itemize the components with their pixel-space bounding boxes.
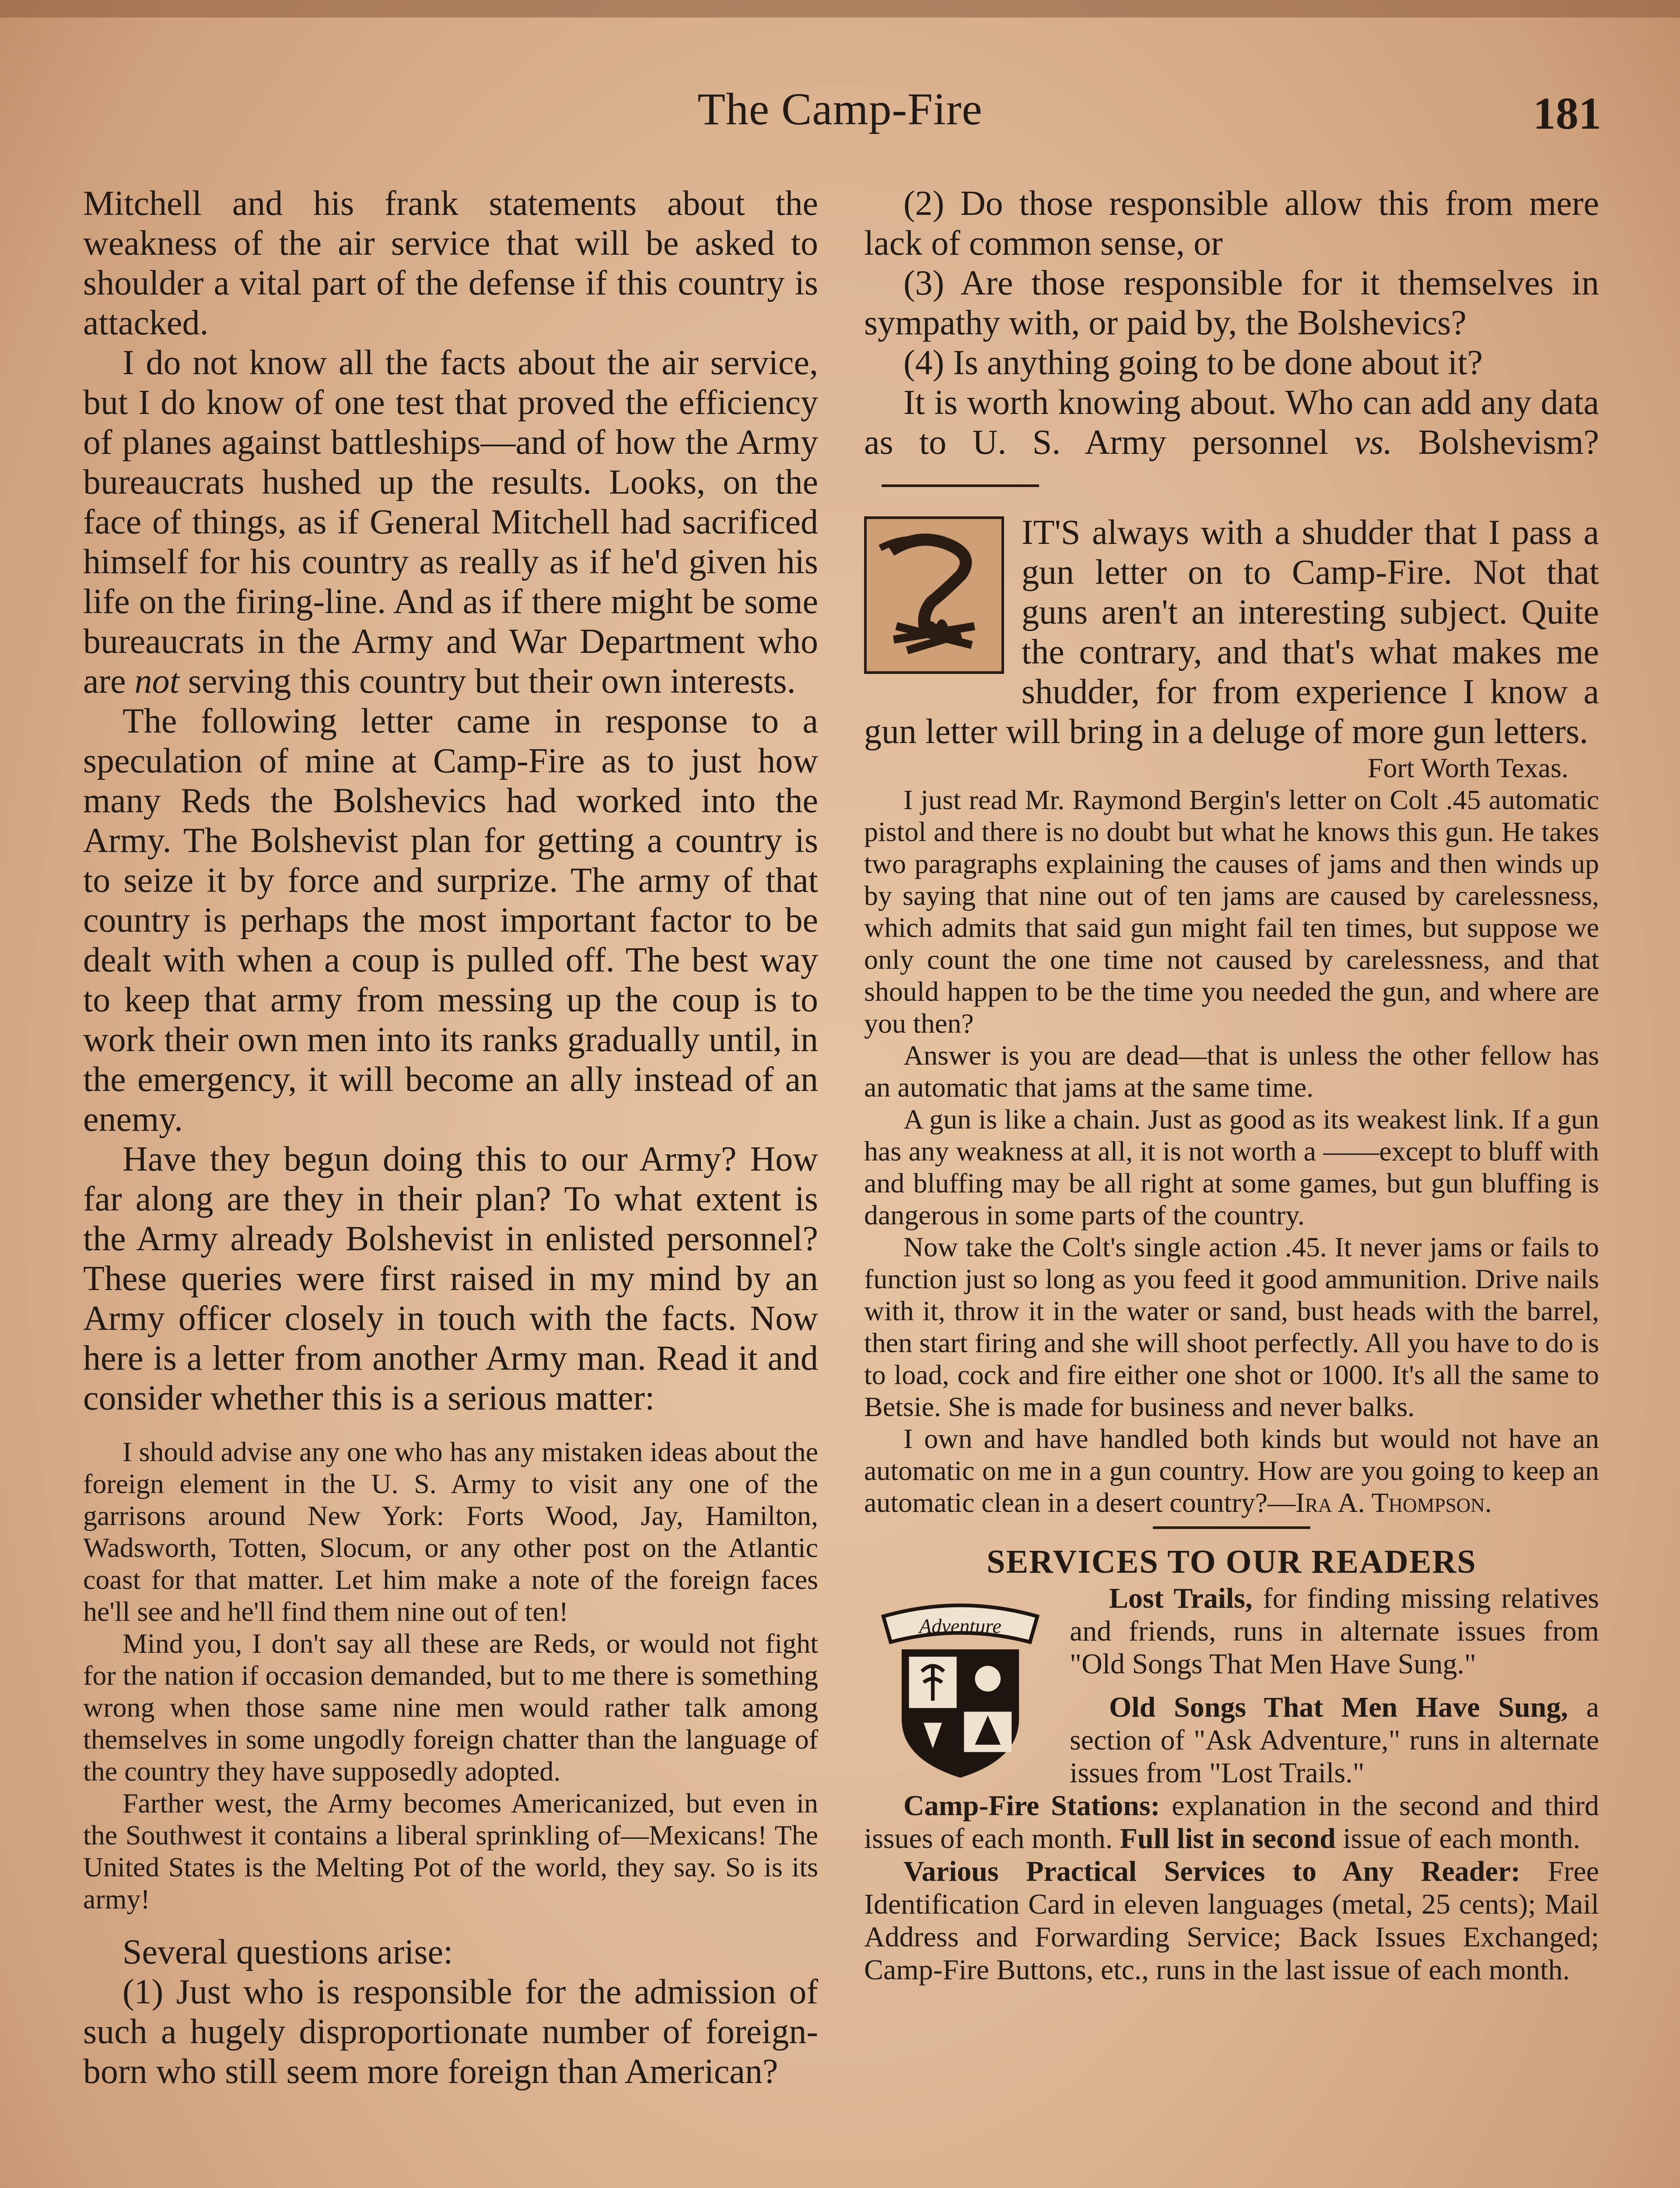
quoted-letter (83, 1436, 818, 1915)
letter-paragraph: A gun is like a chain. Just as good as its weakest link. If a gun has any weakness at all, it is not worth a ——except to bluff with and bluffing may be all right at some games, but gun bluffing is dangerous in some parts of the country. (864, 1104, 1599, 1231)
service-item: Camp-Fire Stations: explanation in the second and third issues of each month. Full list in second issue of each month. (864, 1790, 1599, 1855)
letter-paragraph: Now take the Colt's single action .45. It never jams or fails to function just so long as you feed it good ammunition. Drive nails with it, throw it in the water or sand, bust heads with the barrel, then start firing and she will shoot perfectly. All you have to do is to load, cock and fire either one shot or 1000. It's all the same to Betsie. She is made for business and never balks. (864, 1231, 1599, 1422)
page-number: 181 (1533, 88, 1601, 139)
services-heading: SERVICES TO OUR READERS (987, 1543, 1477, 1580)
question: (3) Are those responsible for it themselves in sympathy with, or paid by, the Bolshevics? (864, 264, 1599, 342)
letter-paragraph: I just read Mr. Raymond Bergin's letter on Colt .45 automatic pistol and there is no doubt but what he knows this gun. He takes two paragraphs explaining the causes of jams and then winds up by saying that nine out of ten jams are caused by carelessness, which admits that said gun might fail ten times, but suppose we only count the one time not caused by carelessness, and that should happen to be the time you needed the gun, and where are you then? (864, 784, 1599, 1039)
paragraph: IT'S always with a shudder that I pass a gun letter on to Camp-Fire. Not that guns aren't an interesting subject. Quite the contrary, and that's what makes me shudder, for from experience I know a gun letter will bring in a deluge of more gun letters. (864, 513, 1599, 751)
paragraph: I do not know all the facts about the air service, but I do know of one test that proved the efficiency of planes against battleships—and of how the Army bureaucrats hushed up the results. Looks, on the face of things, as if General Mitchell had sacrificed himself for his country as really as if he'd given his life on the firing-line. And as if there might be some bureaucrats in the Army and War Department who are not serving this country but their own interests. (83, 344, 818, 701)
running-header: The Camp-Fire (697, 84, 983, 134)
services-section (864, 1582, 1599, 1986)
paragraph: Mitchell and his frank statements about the weakness of the air service that will be asked to shoulder a vital part of the defense if this country is attacked. (83, 184, 818, 342)
paragraph: Have they begun doing this to our Army? How far along are they in their plan? To what extent is the Army already Bolshevist in enlisted personnel? These queries were first raised in my mind by an Army officer closely in touch with the facts. Now here is a letter from another Army man. Read it and consider whether this is a serious matter: (83, 1140, 818, 1417)
question: (2) Do those responsible allow this from mere lack of common sense, or (864, 184, 1599, 263)
service-item: Various Practical Services to Any Reader: Free Identification Card in eleven languages (metal, 25 cents); Mail Address and Forwarding Service; Back Issues Exchanged; Camp-Fire Buttons, etc., runs in the last issue of each month. (864, 1855, 1599, 1986)
paragraph: It is worth knowing about. Who can add any data as to U. S. Army personnel vs. Bolshevism? (864, 383, 1599, 502)
separator-rule (1153, 1526, 1310, 1529)
letter-paragraph: I should advise any one who has any mistaken ideas about the foreign element in the U. S. Army to visit any one of the garrisons around New York: Forts Wood, Jay, Hamilton, Wadsworth, Totten, Slocum, or any other post on the Atlantic coast for that matter. Let him make a note of the foreign faces he'll see and he'll find them nine out of ten! (83, 1436, 818, 1627)
svg-text:Adventure: Adventure (919, 1615, 1001, 1637)
service-item: Lost Trails, for finding missing relatives and friends, runs in alternate issues from "Old Songs That Men Have Sung." (1070, 1582, 1599, 1680)
letter-paragraph: Farther west, the Army becomes Americanized, but even in the Southwest it contains a liberal sprinkling of—Mexicans! The United States is the Melting Pot of the world, they say. So is its army! (83, 1788, 818, 1914)
right-column (864, 184, 1599, 1986)
service-item: Old Songs That Men Have Sung, a section of "Ask Adventure," runs in alternate issues from "Lost Trails." (1070, 1691, 1599, 1789)
left-column (83, 184, 818, 2092)
letter-signature: Ira A. Thompson. (1295, 1487, 1492, 1518)
paragraph: Several questions arise: (122, 1933, 453, 1971)
letter-paragraph: I own and have handled both kinds but would not have an automatic on me in a gun country. How are you going to keep an automatic clean in a desert country?—Ira A. Thompson. (864, 1423, 1599, 1518)
campfire-illustration-icon (864, 516, 1004, 674)
paragraph: The following letter came in response to a speculation of mine at Camp-Fire as to just how many Reds the Bolshevics had worked into the Army. The Bolshevist plan for getting a country is to seize it by force and surprize. The army of that country is perhaps the most important factor to be dealt with when a coup is pulled off. The best way to keep that army from messing up the coup is to work their own men into its ranks gradually until, in the emergency, it will become an ally instead of an enemy. (83, 702, 818, 1139)
campfire-item (864, 513, 1599, 752)
letter-paragraph: Answer is you are dead—that is unless the other fellow has an automatic that jams at the same time. (864, 1040, 1599, 1103)
page-top-edge (0, 0, 1680, 18)
letter-place: Fort Worth Texas. (1367, 752, 1568, 783)
separator-rule (882, 484, 1039, 487)
adventure-shield-icon (868, 1591, 1052, 1783)
question: (1) Just who is responsible for the admission of such a hugely disproportionate number of foreign-born who still seem more foreign than American? (83, 1973, 818, 2091)
letter-paragraph: Mind you, I don't say all these are Reds, or would not fight for the nation if occasion demanded, but to me there is something wrong when those same nine men would rather talk among themselves in some ungodly foreign chatter than the language of the country they have supposedly adopted. (83, 1628, 818, 1787)
question: (4) Is anything going to be done about it? (903, 344, 1483, 382)
gun-letter (864, 752, 1599, 1518)
